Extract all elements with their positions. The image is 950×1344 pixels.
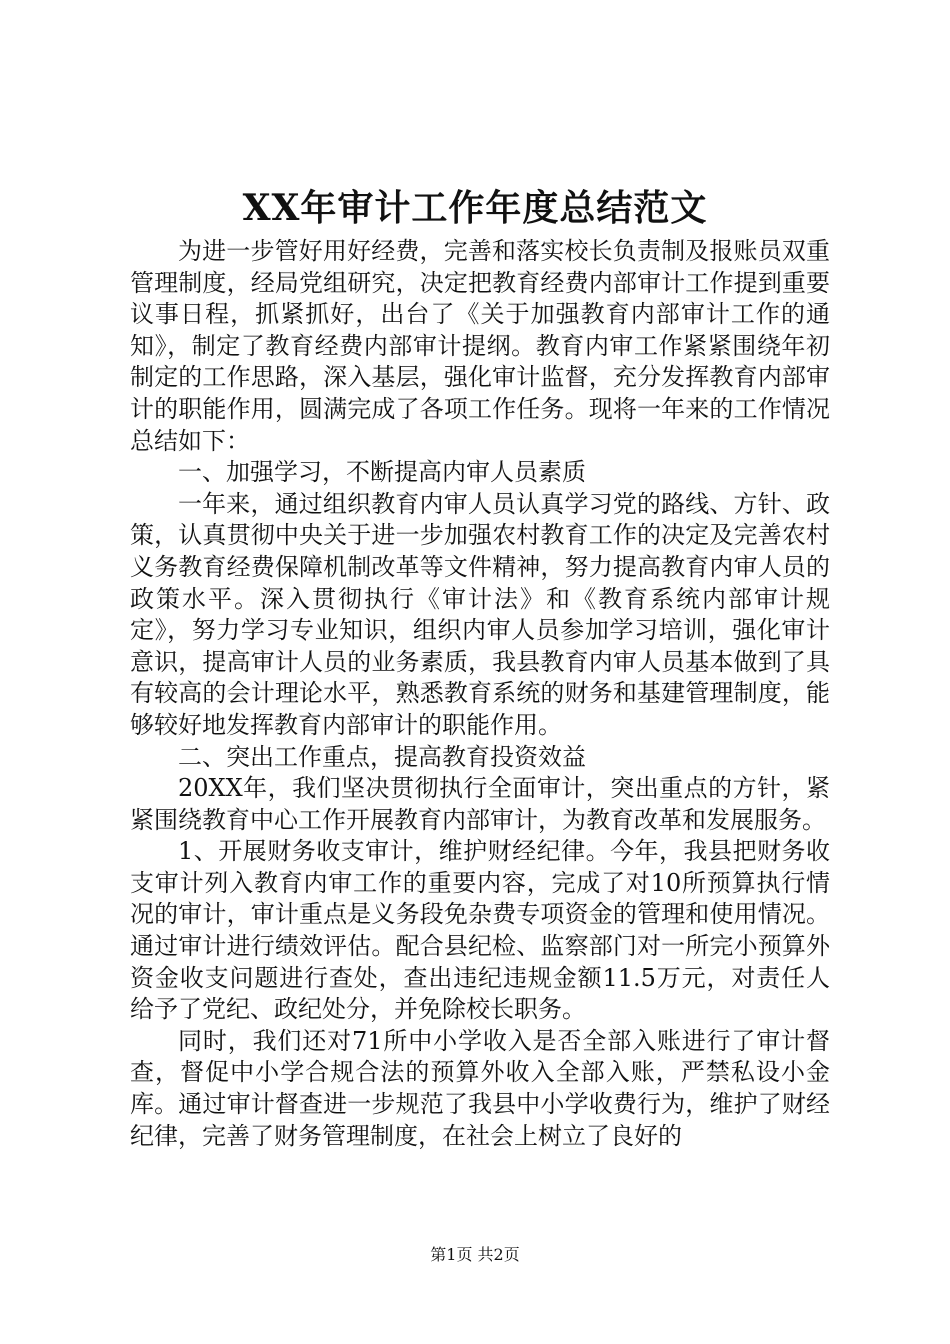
paragraph-section-1: 一年来，通过组织教育内审人员认真学习党的路线、方针、政策，认真贯彻中央关于进一步加强农村教育工作的决定及完善农村义务教育经费保障机制改革等文件精神，努力提高教育内审人员的政策水平。深入贯彻执行《审计法》和《教育系统内部审计规定》，努力学习专业知识，组织内审人员参加学习培训，强化审计意识，提高审计人员的业务素质，我县教育内审人员基本做到了具有较高的会计理论水平，熟悉教育系统的财务和基建管理制度，能够较好地发挥教育内部审计的职能作用。 — [130, 489, 830, 739]
paragraph-item-1: 1、开展财务收支审计，维护财经纪律。今年，我县把财务收支审计列入教育内审工作的重要内容，完成了对10所预算执行情况的审计，审计重点是义务段免杂费专项资金的管理和使用情况。通过审计进行绩效评估。配合县纪检、监察部门对一所完小预算外资金收支问题进行查处，查出违纪违规金额11.5万元，对责任人给予了党纪、政纪处分，并免除校长职务。 — [130, 837, 830, 1024]
section-heading-2: 二、突出工作重点，提高教育投资效益 — [178, 742, 586, 771]
paragraph-item-1-continued: 同时，我们还对71所中小学收入是否全部入账进行了审计督查，督促中小学合规合法的预算外收入全部入账，严禁私设小金库。通过审计督查进一步规范了我县中小学收费行为，维护了财经纪律，完善了财务管理制度，在社会上树立了良好的 — [130, 1026, 830, 1150]
document-title: XX年审计工作年度总结范文 — [242, 187, 708, 229]
document-body — [130, 236, 830, 1152]
paragraph-intro: 为进一步管好用好经费，完善和落实校长负责制及报账员双重管理制度，经局党组研究，决定把教育经费内部审计工作提到重要议事日程，抓紧抓好，出台了《关于加强教育内部审计工作的通知》，制定了教育经费内部审计提纲。教育内审工作紧紧围绕年初制定的工作思路，深入基层，强化审计监督，充分发挥教育内部审计的职能作用，圆满完成了各项工作任务。现将一年来的工作情况总结如下： — [130, 237, 830, 455]
section-heading-1: 一、加强学习，不断提高内审人员素质 — [178, 458, 586, 487]
page-footer: 第1页 共2页 — [430, 1245, 520, 1264]
paragraph-section-2: 20XX年，我们坚决贯彻执行全面审计，突出重点的方针，紧紧围绕教育中心工作开展教育内部审计，为教育改革和发展服务。 — [130, 774, 830, 834]
